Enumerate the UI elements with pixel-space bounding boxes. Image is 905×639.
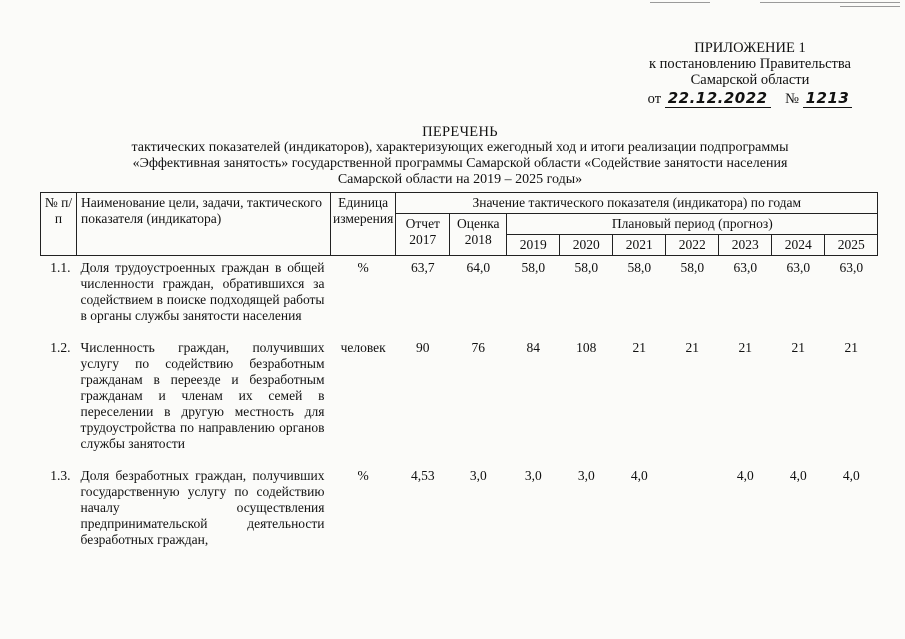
row-plan-value: 21 <box>632 340 647 355</box>
header-year: 2020 <box>560 235 613 256</box>
number-prefix: № <box>785 91 799 107</box>
header-unit: Единица измерения <box>331 193 396 256</box>
row-plan-value: 58,0 <box>574 260 599 275</box>
header-plan-group: Плановый период (прогноз) <box>507 214 878 235</box>
row-plan-value: 4,0 <box>736 468 754 483</box>
row-plan-value: 21 <box>685 340 700 355</box>
header-report: Отчет 2017 <box>396 214 450 256</box>
header-year: 2025 <box>825 235 878 256</box>
row-plan-value: 63,0 <box>839 260 864 275</box>
title-line-3: Самарской области на 2019 – 2025 годы» <box>337 172 583 187</box>
row-plan-value: 58,0 <box>521 260 546 275</box>
title-line-2: «Эффективная занятость» государственной программы Самарской области «Содействие занятости населения <box>132 156 788 171</box>
header-year: 2022 <box>666 235 719 256</box>
row-plan-value: 21 <box>738 340 753 355</box>
header-year: 2024 <box>772 235 825 256</box>
row-num: 1.1. <box>50 260 71 275</box>
row-plan-value: 108 <box>576 340 597 355</box>
document-number: 1213 <box>803 89 853 108</box>
row-report: 90 <box>416 340 430 355</box>
header-year: 2021 <box>613 235 666 256</box>
table-row <box>41 464 878 560</box>
appendix-title: ПРИЛОЖЕНИЕ 1 <box>694 40 806 56</box>
row-unit: человек <box>340 340 386 355</box>
row-plan-value: 58,0 <box>627 260 652 275</box>
header-name: Наименование цели, задачи, тактического показателя (индикатора) <box>77 193 331 256</box>
row-plan-value: 63,0 <box>786 260 811 275</box>
row-estimate: 64,0 <box>466 260 491 275</box>
row-plan-value <box>666 464 719 560</box>
header-year: 2023 <box>719 235 772 256</box>
table-row <box>41 256 878 337</box>
title-line-1: тактических показателей (индикаторов), характеризующих ежегодный ход и итоги реализации подпрограммы <box>131 140 789 155</box>
row-num: 1.3. <box>50 468 71 483</box>
header-num: № п/п <box>41 193 77 256</box>
date-prefix: от <box>647 91 662 107</box>
row-estimate: 76 <box>471 340 486 355</box>
appendix-block <box>600 40 900 107</box>
appendix-subtitle: к постановлению Правительства <box>649 56 851 72</box>
scan-mark <box>650 2 710 3</box>
header-year: 2019 <box>507 235 560 256</box>
row-name: Численность граждан, получивших услугу по содействию безработным гражданам в переезде и безработным гражданам и членам их семей в переселении в другую местность для трудоустройства по направлению органов службы занятости <box>80 340 325 451</box>
row-plan-value: 4,0 <box>789 468 807 483</box>
row-estimate: 3,0 <box>469 468 487 483</box>
row-unit: % <box>357 260 369 275</box>
row-report: 4,53 <box>410 468 435 483</box>
row-num: 1.2. <box>50 340 71 355</box>
row-plan-value: 21 <box>791 340 806 355</box>
document-date: 22.12.2022 <box>665 89 771 108</box>
header-estimate: Оценка 2018 <box>450 214 507 256</box>
row-plan-value: 4,0 <box>842 468 860 483</box>
row-plan-value: 3,0 <box>524 468 542 483</box>
title-heading: ПЕРЕЧЕНЬ <box>422 124 498 140</box>
row-plan-value: 3,0 <box>577 468 595 483</box>
scan-mark <box>760 2 900 3</box>
row-plan-value: 84 <box>526 340 541 355</box>
appendix-date-line <box>600 90 900 107</box>
scan-mark <box>840 6 900 7</box>
document-title <box>40 124 880 188</box>
row-name: Доля безработных граждан, получивших государственную услугу по содействию началу осуществления предпринимательской деятельности безработных граждан, <box>80 468 325 547</box>
row-plan-value: 21 <box>844 340 859 355</box>
table-row <box>41 336 878 464</box>
row-name: Доля трудоустроенных граждан в общей численности граждан, обратившихся за содействием в поиске подходящей работы в органы службы занятости населения <box>80 260 325 323</box>
row-unit: % <box>357 468 369 483</box>
row-plan-value: 58,0 <box>680 260 705 275</box>
row-plan-value: 63,0 <box>733 260 758 275</box>
row-report: 63,7 <box>410 260 435 275</box>
row-plan-value: 4,0 <box>630 468 648 483</box>
indicators-table <box>40 192 878 560</box>
header-values-group: Значение тактического показателя (индикатора) по годам <box>396 193 878 214</box>
appendix-region: Самарской области <box>690 72 810 88</box>
